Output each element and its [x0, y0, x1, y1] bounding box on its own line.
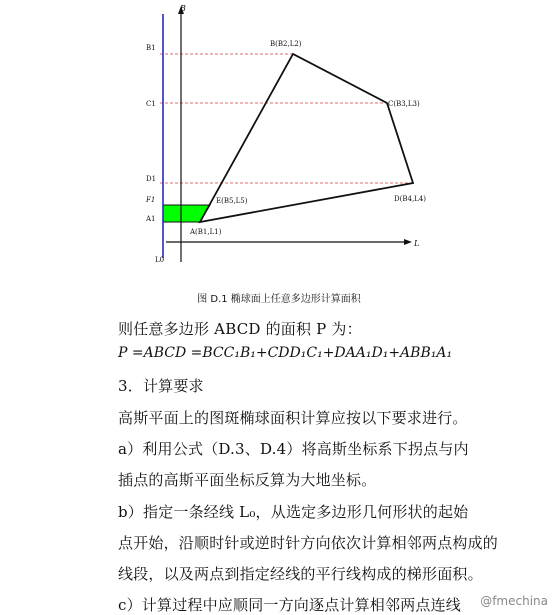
text-line-4: 插点的高斯平面坐标反算为大地坐标。 — [118, 471, 377, 489]
l-axis-arrow — [404, 239, 412, 245]
point-c-label: C(B3,L3) — [388, 100, 420, 108]
section-heading: 3．计算要求 — [118, 377, 204, 395]
green-trapezoid — [163, 205, 210, 222]
text-line-7: 线段，以及两点到指定经线的平行线构成的梯形面积。 — [118, 565, 483, 583]
point-e-label: E(B5,L5) — [216, 197, 248, 205]
tick-d1: D1 — [146, 175, 157, 183]
point-a-label: A(B1,L1) — [190, 228, 222, 236]
axis-l-label: L — [414, 239, 420, 248]
text-line-3: a）利用公式（D.3、D.4）将高斯坐标系下拐点与内 — [118, 440, 469, 458]
text-line-2: 高斯平面上的图斑椭球面积计算应按以下要求进行。 — [118, 409, 468, 427]
tick-b1: B1 — [146, 44, 156, 52]
text-line-6: 点开始，沿顺时针或逆时针方向依次计算相邻两点构成的 — [118, 534, 499, 552]
axis-b-label: B — [180, 4, 186, 13]
tick-a1: A1 — [146, 215, 156, 223]
point-d-label: D(B4,L4) — [394, 195, 426, 203]
text-line-5: b）指定一条经线 L₀，从选定多边形几何形状的起始 — [118, 503, 469, 521]
text-line-1: 则任意多边形 ABCD 的面积 P 为： — [118, 320, 362, 338]
tick-f1: F1 — [146, 196, 156, 204]
l0-label: L0 — [155, 256, 165, 264]
text-line-8: c）计算过程中应顺同一方向逐点计算相邻两点连线 — [118, 596, 462, 614]
tick-c1: C1 — [146, 100, 156, 108]
point-b-label: B(B2,L2) — [270, 40, 302, 48]
figure-caption: 图 D.1 椭球面上任意多边形计算面积 — [197, 294, 361, 305]
polygon-area-figure — [0, 0, 558, 290]
watermark: @fmechina — [480, 594, 548, 608]
area-formula: P =ABCD =BCC₁B₁+CDD₁C₁+DAA₁D₁+ABB₁A₁ — [118, 345, 453, 361]
